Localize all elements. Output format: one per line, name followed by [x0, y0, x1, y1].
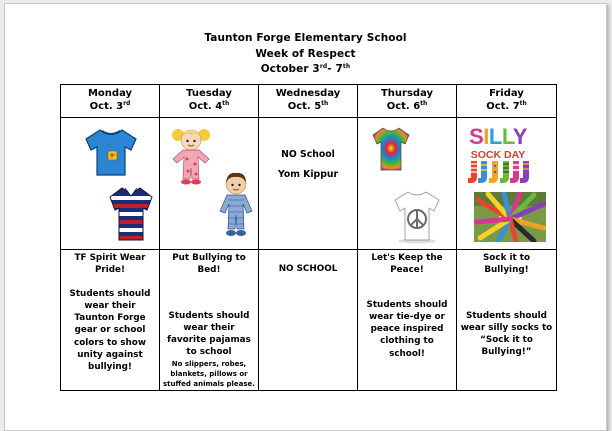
schedule-table: [60, 84, 557, 391]
tuesday-theme-body: Students should wear their favorite pajamas to school: [167, 310, 251, 358]
day-thursday: Thursday Oct. 6th: [358, 85, 457, 118]
day-wednesday: Wednesday Oct. 5th: [259, 85, 358, 118]
flyer-page: [4, 3, 607, 431]
sock-circle-photo: [474, 192, 546, 242]
flyer-header: [5, 31, 606, 78]
friday-theme: [457, 250, 557, 391]
svg-text:SILLY: SILLY: [469, 124, 527, 149]
tuesday-theme-title: Put Bullying to Bed!: [172, 253, 246, 276]
day-monday: Monday Oct. 3rd: [61, 85, 160, 118]
monday-theme: [61, 250, 160, 391]
silly-sock-day-graphic: [465, 123, 531, 185]
school-name: Taunton Forge Elementary School: [204, 32, 407, 44]
tie-dye-shirt-icon: [371, 126, 411, 172]
thursday-theme-title: Let's Keep the Peace!: [371, 253, 443, 276]
tuesday-theme: [160, 250, 259, 391]
thursday-theme: [358, 250, 457, 391]
event-title: Week of Respect: [255, 47, 356, 60]
thursday-pictures: [358, 118, 457, 250]
tuesday-theme-note: No slippers, robes, blankets, pillows or stuffed animals please.: [163, 359, 255, 389]
monday-pictures: [61, 118, 160, 250]
wednesday-pictures: [259, 118, 358, 250]
friday-pictures: [457, 118, 557, 250]
thursday-theme-body: Students should wear tie-dye or peace inspired clothing to school!: [366, 299, 448, 359]
monday-theme-body: Students should wear their Taunton Forge gear or school colors to show unity against bullying!: [69, 288, 151, 373]
wednesday-theme: [259, 250, 358, 391]
tuesday-pictures: [160, 118, 259, 250]
event-dates: October 3rd- 7th: [260, 63, 351, 75]
svg-text:SOCK DAY: SOCK DAY: [470, 149, 526, 161]
girl-pajamas-icon: [171, 126, 211, 186]
wednesday-theme-title: NO SCHOOL: [278, 264, 338, 274]
friday-theme-body: Students should wear silly socks to “Sock it to Bullying!”: [460, 310, 553, 358]
day-friday: Friday Oct. 7th: [457, 85, 557, 118]
boy-pajamas-icon: [217, 171, 255, 239]
friday-theme-title: Sock it to Bullying!: [482, 253, 531, 276]
no-school-label: NO School: [281, 149, 335, 160]
theme-row: [61, 250, 557, 391]
picture-row: [61, 118, 557, 250]
striped-polo-shirt-icon: [108, 184, 154, 242]
day-tuesday: Tuesday Oct. 4th: [160, 85, 259, 118]
day-header-row: [61, 85, 557, 118]
peace-sign-shirt-icon: [392, 190, 442, 244]
monday-theme-title: TF Spirit Wear Pride!: [74, 253, 146, 276]
blue-tshirt-icon: [82, 127, 140, 177]
yom-kippur-label: Yom Kippur: [277, 169, 339, 180]
